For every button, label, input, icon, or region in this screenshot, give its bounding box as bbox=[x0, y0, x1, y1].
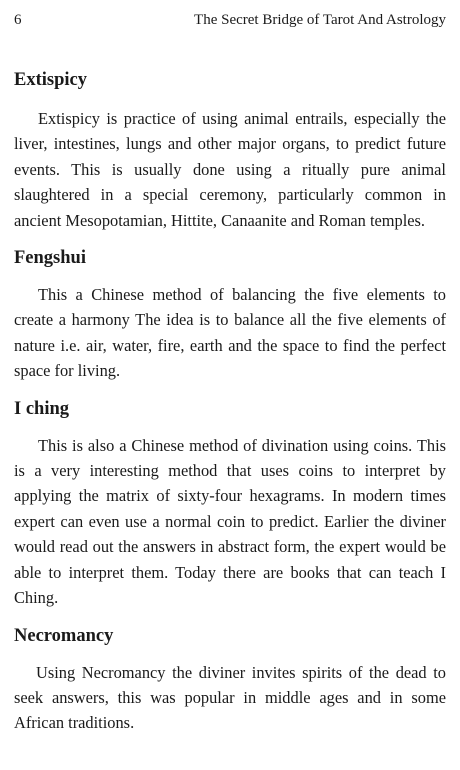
section-heading: Necromancy bbox=[14, 625, 114, 646]
section-paragraph: This a Chinese method of balancing the five elements to create a harmony The idea is to balance all the five elements of nature i.e. air, water, fire, earth and the space to find the perfect space for living. bbox=[14, 285, 446, 381]
running-header bbox=[14, 10, 446, 30]
section-necromancy bbox=[14, 624, 446, 736]
book-title: The Secret Bridge of Tarot And Astrology bbox=[194, 12, 446, 28]
page-number: 6 bbox=[14, 12, 22, 28]
section-heading: Fengshui bbox=[14, 248, 86, 269]
page-content bbox=[14, 68, 446, 736]
section-paragraph: Using Necromancy the diviner invites spirits of the dead to seek answers, this was popular in middle ages and in some African traditions. bbox=[14, 662, 446, 733]
section-i-ching bbox=[14, 397, 446, 611]
section-extispicy bbox=[14, 68, 446, 233]
section-paragraph: Extispicy is practice of using animal entrails, especially the liver, intestines, lungs and other major organs, to predict future events. This is usually done using a ritually pure animal slaughtered in a special ceremony, particularly common in ancient Mesopotamian, Hittite, Canaanite and Roman temples. bbox=[14, 109, 446, 230]
section-fengshui bbox=[14, 246, 446, 384]
section-paragraph: This is also a Chinese method of divination using coins. This is a very interesting method that uses coins to interpret by applying the matrix of sixty-four hexagrams. In modern times expert can even use a normal coin to predict. Earlier the diviner would read out the answers in abstract form, the expert would be able to interpret them. Today there are books that can teach I Ching. bbox=[14, 435, 446, 608]
section-heading: Extispicy bbox=[14, 70, 87, 90]
section-heading: I ching bbox=[14, 398, 70, 419]
